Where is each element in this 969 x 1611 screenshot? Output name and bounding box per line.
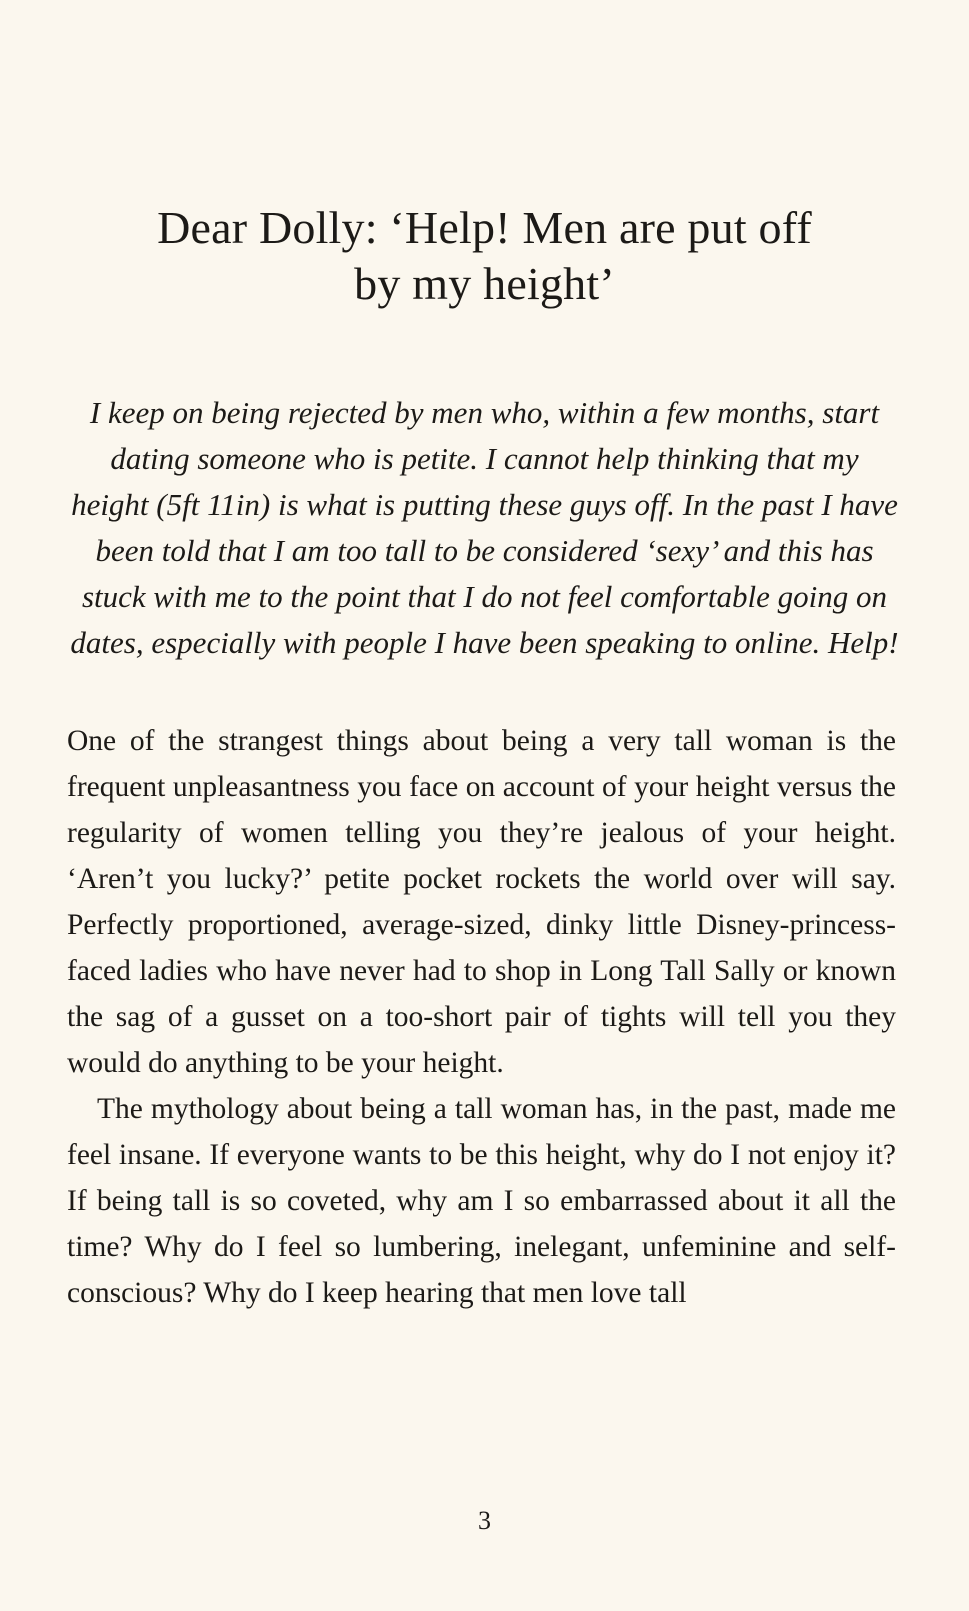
chapter-title-line-2: by my height’ — [354, 258, 615, 309]
chapter-title — [70, 200, 899, 312]
answer-paragraph-1: One of the strangest things about being a very tall woman is the frequent unpleasantness you face on account of your height versus the regularity of women telling you they’re jealous of your height. ‘Aren’t you lucky?’ petite pocket rockets the world over will say. Perfectly proportioned, average-sized, dinky little Disney-princess-faced ladies who have never had to shop in Long Tall Sally or known the sag of a gusset on a too-short pair of tights will tell you they would do anything to be your height. — [67, 725, 896, 1079]
advice-answer — [67, 718, 896, 1316]
reader-letter: I keep on being rejected by men who, within a few months, start dating someone who is petite. I cannot help thinking that my height (5ft 11in) is what is putting these guys off. In the past I have been told that I am too tall to be considered ‘sexy’ and this has stuck with me to the point that I do not feel comfortable going on dates, especially with people I have been speaking to online. Help! — [70, 395, 899, 660]
page-number: 3 — [478, 1506, 491, 1535]
answer-paragraph-2: The mythology about being a tall woman has, in the past, made me feel insane. If everyone wants to be this height, why do I not enjoy it? If being tall is so coveted, why am I so embarrassed about it all the time? Why do I feel so lumbering, inelegant, unfeminine and self-conscious? Why do I keep hearing that men love tall — [67, 1093, 896, 1309]
chapter-title-line-1: Dear Dolly: ‘Help! Men are put off — [157, 202, 812, 253]
